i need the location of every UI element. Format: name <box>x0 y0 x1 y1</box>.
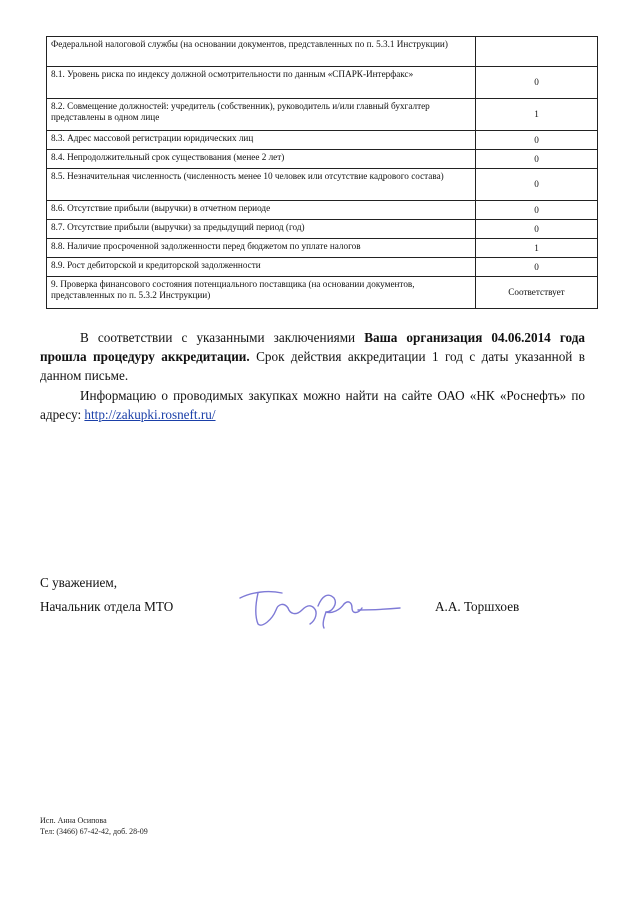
closing-greeting: С уважением, <box>40 575 117 590</box>
row-description: 8.5. Незначительная численность (численность менее 10 человек или отсутствие кадрового состава) <box>47 169 476 201</box>
signer-name: А.А. Торшхоев <box>435 599 520 614</box>
executor-line: Исп. Анна Осипова <box>40 816 107 825</box>
row-value: 0 <box>476 67 598 99</box>
row-value: 1 <box>476 239 598 258</box>
table-row <box>47 201 598 220</box>
procurement-info-paragraph <box>40 386 585 424</box>
row-description: 8.9. Рост дебиторской и кредиторской задолженности <box>47 258 476 277</box>
row-description: 8.2. Совмещение должностей: учредитель (собственник), руководитель и/или главный бухгалтер представлены в одном лице <box>47 99 476 131</box>
phone-line: Тел: (3466) 67-42-42, доб. 28-09 <box>40 827 148 836</box>
table-row <box>47 67 598 99</box>
table-row <box>47 220 598 239</box>
accreditation-paragraph <box>40 328 585 385</box>
paragraph-text: Информацию о проводимых закупках можно найти на сайте ОАО «НК «Роснефть» по адресу: <box>40 388 585 422</box>
row-value: 0 <box>476 131 598 150</box>
row-value: Соответствует <box>476 277 598 309</box>
table-row <box>47 99 598 131</box>
table-row <box>47 131 598 150</box>
row-description: 8.3. Адрес массовой регистрации юридических лиц <box>47 131 476 150</box>
row-description: 8.7. Отсутствие прибыли (выручки) за предыдущий период (год) <box>47 220 476 239</box>
table-row <box>47 239 598 258</box>
paragraph-text: В соответствии с указанными заключениями <box>80 330 365 345</box>
row-value: 0 <box>476 258 598 277</box>
paragraph-text: Срок действия аккредитации 1 год с даты указанной в данном письме. <box>40 349 585 383</box>
table-row <box>47 150 598 169</box>
criteria-table <box>46 36 598 309</box>
signer-position: Начальник отдела МТО <box>40 599 174 614</box>
table-row <box>47 169 598 201</box>
table-row <box>47 37 598 67</box>
row-value: 1 <box>476 99 598 131</box>
procurement-site-link[interactable]: http://zakupki.rosneft.ru/ <box>84 407 216 422</box>
row-description: 9. Проверка финансового состояния потенциального поставщика (на основании документов, представленных по п. 5.3.2 Инструкции) <box>47 277 476 309</box>
row-description: 8.1. Уровень риска по индексу должной осмотрительности по данным «СПАРК-Интерфакс» <box>47 67 476 99</box>
handwritten-signature <box>232 584 402 632</box>
table-row <box>47 258 598 277</box>
row-value: 0 <box>476 150 598 169</box>
accreditation-result: Ваша организация 04.06.2014 года прошла процедуру аккредитации. <box>40 330 585 364</box>
row-value: 0 <box>476 201 598 220</box>
row-description: 8.8. Наличие просроченной задолженности перед бюджетом по уплате налогов <box>47 239 476 258</box>
row-description: Федеральной налоговой службы (на основании документов, представленных по п. 5.3.1 Инструкции) <box>47 37 476 67</box>
row-value <box>476 37 598 67</box>
table-row <box>47 277 598 309</box>
row-description: 8.6. Отсутствие прибыли (выручки) в отчетном периоде <box>47 201 476 220</box>
row-value: 0 <box>476 220 598 239</box>
row-description: 8.4. Непродолжительный срок существования (менее 2 лет) <box>47 150 476 169</box>
row-value: 0 <box>476 169 598 201</box>
